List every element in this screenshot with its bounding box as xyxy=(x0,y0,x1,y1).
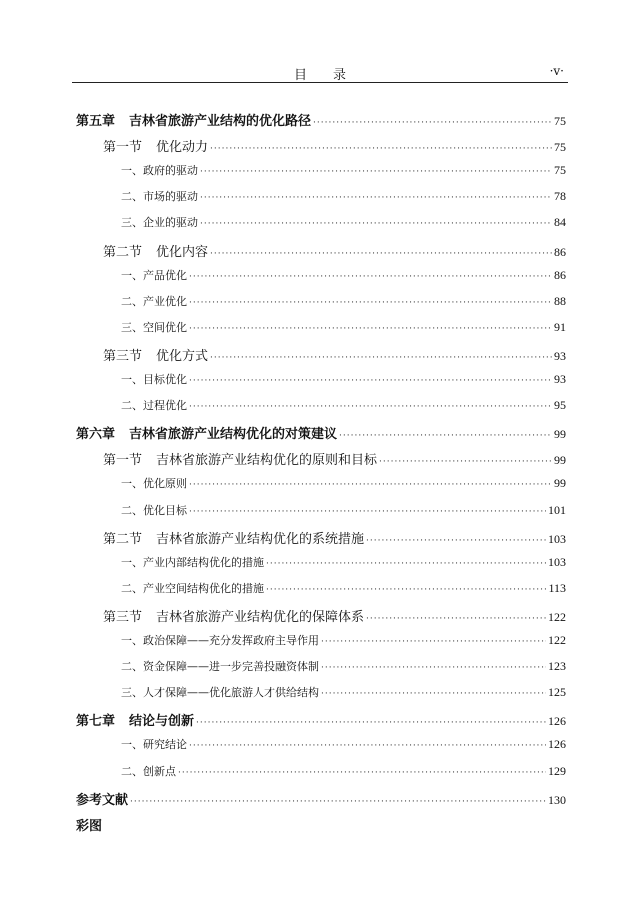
toc-leader-dots xyxy=(189,324,552,334)
toc-entry-title: 市场的驱动 xyxy=(143,190,198,203)
toc-leader-dots xyxy=(189,298,552,308)
toc-leader-dots xyxy=(210,144,552,154)
toc-entry-number: 二、 xyxy=(121,660,143,673)
toc-leader-dots xyxy=(321,663,546,673)
toc-entry-title: 产业优化 xyxy=(143,295,187,308)
toc-entry-page: 99 xyxy=(554,453,566,467)
toc-entry xyxy=(103,528,566,548)
toc-entry-number: 二、 xyxy=(121,765,143,778)
toc-entry-title: 彩图 xyxy=(76,819,103,834)
toc-entry-title: 优化动力 xyxy=(156,140,209,155)
toc-entry xyxy=(121,371,566,391)
toc-entry-number: 三、 xyxy=(121,686,143,699)
toc-entry-number: 第三节 xyxy=(103,610,143,625)
toc-entry-number: 第六章 xyxy=(76,427,116,442)
toc-entry xyxy=(76,423,566,443)
toc-leader-dots xyxy=(321,637,546,647)
toc-entry-page: 126 xyxy=(548,714,566,728)
toc-leader-dots xyxy=(178,768,546,778)
toc-entry xyxy=(121,658,566,678)
toc-leader-dots xyxy=(189,402,552,412)
toc-entry-page: 75 xyxy=(554,163,566,177)
toc-entry-number: 第二节 xyxy=(103,532,143,547)
toc-entry-number: 第七章 xyxy=(76,714,116,729)
toc-entry xyxy=(121,214,566,234)
toc-entry-title: 政治保障——充分发挥政府主导作用 xyxy=(143,634,319,647)
toc-entry-title: 优化原则 xyxy=(143,477,187,490)
toc-leader-dots xyxy=(189,480,552,490)
toc-entry-number: 二、 xyxy=(121,190,143,203)
toc-entry-title: 创新点 xyxy=(143,765,176,778)
toc-entry-title: 企业的驱动 xyxy=(143,216,198,229)
toc-entry-page: 99 xyxy=(554,427,566,441)
toc-entry-title: 吉林省旅游产业结构优化的对策建议 xyxy=(129,427,338,442)
toc-entry-page: 126 xyxy=(548,737,566,751)
toc-entry-number: 一、 xyxy=(121,634,143,647)
toc-entry-page: 101 xyxy=(548,503,566,517)
toc-leader-dots xyxy=(266,559,546,569)
toc-entry-number: 第一节 xyxy=(103,140,143,155)
toc-entry-number: 第三节 xyxy=(103,349,143,364)
toc-entry-page: 103 xyxy=(548,532,566,546)
toc-entry-page: 84 xyxy=(554,215,566,229)
toc-entry-title: 优化方式 xyxy=(156,349,209,364)
toc-entry xyxy=(76,815,566,835)
toc-entry xyxy=(76,110,566,130)
toc-entry-page: 93 xyxy=(554,372,566,386)
toc-entry xyxy=(121,475,566,495)
toc-entry xyxy=(103,241,566,261)
toc-leader-dots xyxy=(189,376,552,386)
toc-entry-page: 103 xyxy=(548,555,566,569)
toc-entry xyxy=(121,632,566,652)
toc-entry xyxy=(121,502,566,522)
toc-leader-dots xyxy=(266,585,546,595)
toc-entry xyxy=(121,162,566,182)
toc-leader-dots xyxy=(189,507,546,517)
toc-entry xyxy=(121,188,566,208)
toc-entry xyxy=(121,580,566,600)
toc-entry xyxy=(103,449,566,469)
toc-entry-page: 86 xyxy=(554,268,566,282)
toc-entry xyxy=(121,319,566,339)
toc-entry-title: 吉林省旅游产业结构的优化路径 xyxy=(129,114,312,129)
toc-entry-title: 吉林省旅游产业结构优化的保障体系 xyxy=(156,610,365,625)
toc-entry-page: 78 xyxy=(554,189,566,203)
toc-entry-page: 129 xyxy=(548,764,566,778)
toc-entry-title: 人才保障——优化旅游人才供给结构 xyxy=(143,686,319,699)
toc-entry xyxy=(103,136,566,156)
toc-entry-title: 过程优化 xyxy=(143,399,187,412)
toc-entry-number: 一、 xyxy=(121,477,143,490)
toc-leader-dots xyxy=(200,167,552,177)
toc-entry-title: 产业空间结构优化的措施 xyxy=(143,582,264,595)
toc-leader-dots xyxy=(210,249,552,259)
toc-entry xyxy=(103,606,566,626)
toc-entry-page: 130 xyxy=(548,793,566,807)
toc-leader-dots xyxy=(339,431,552,441)
header-page-number: ·v· xyxy=(549,64,564,78)
toc-entry-number: 一、 xyxy=(121,556,143,569)
toc-entry-page: 75 xyxy=(554,140,566,154)
toc-entry xyxy=(121,293,566,313)
toc-entry-page: 113 xyxy=(548,581,566,595)
toc-entry xyxy=(121,763,566,783)
toc-entry-page: 122 xyxy=(548,610,566,624)
toc-entry-title: 研究结论 xyxy=(143,738,187,751)
toc-entry-title: 产品优化 xyxy=(143,269,187,282)
toc-entry xyxy=(121,684,566,704)
toc-entry-page: 99 xyxy=(554,476,566,490)
toc-entry xyxy=(76,789,566,809)
toc-entry-number: 一、 xyxy=(121,738,143,751)
toc-leader-dots xyxy=(210,353,552,363)
toc-leader-dots xyxy=(366,614,546,624)
toc-leader-dots xyxy=(200,219,552,229)
toc-entry-number: 三、 xyxy=(121,321,143,334)
header-title: 目 录 xyxy=(293,68,346,83)
toc-entry xyxy=(121,397,566,417)
toc-entry-title: 优化目标 xyxy=(143,504,187,517)
toc-leader-dots xyxy=(321,689,546,699)
toc-entry-number: 一、 xyxy=(121,373,143,386)
toc-entry-number: 二、 xyxy=(121,582,143,595)
toc-entry-title: 政府的驱动 xyxy=(143,164,198,177)
toc-entry-title: 资金保障——进一步完善投融资体制 xyxy=(143,660,319,673)
toc-entry-page: 95 xyxy=(554,398,566,412)
toc-entry-page: 88 xyxy=(554,294,566,308)
toc-entry-title: 吉林省旅游产业结构优化的原则和目标 xyxy=(156,453,378,468)
toc-entry-title: 空间优化 xyxy=(143,321,187,334)
toc-leader-dots xyxy=(130,797,546,807)
toc-leader-dots xyxy=(379,457,552,467)
toc-entry xyxy=(103,345,566,365)
toc-entry-page: 86 xyxy=(554,245,566,259)
toc-leader-dots xyxy=(189,741,546,751)
toc-entry-title: 产业内部结构优化的措施 xyxy=(143,556,264,569)
toc-entry-title: 优化内容 xyxy=(156,245,209,260)
toc-entry xyxy=(121,736,566,756)
toc-entry-title: 结论与创新 xyxy=(129,714,195,729)
toc-entry-number: 一、 xyxy=(121,164,143,177)
toc-leader-dots xyxy=(366,536,546,546)
toc-entry-page: 125 xyxy=(548,685,566,699)
toc-entry-title: 目标优化 xyxy=(143,373,187,386)
toc-entry xyxy=(121,554,566,574)
page-header xyxy=(72,64,568,83)
toc-entry-page: 122 xyxy=(548,633,566,647)
toc-leader-dots xyxy=(313,118,552,128)
toc-entry-number: 三、 xyxy=(121,216,143,229)
toc-entry-title: 吉林省旅游产业结构优化的系统措施 xyxy=(156,532,365,547)
toc-entry-number: 二、 xyxy=(121,504,143,517)
toc-entry-number: 二、 xyxy=(121,295,143,308)
toc-entry-number: 第二节 xyxy=(103,245,143,260)
toc-entry-number: 一、 xyxy=(121,269,143,282)
toc-entry-number: 二、 xyxy=(121,399,143,412)
toc-entry xyxy=(76,710,566,730)
toc-leader-dots xyxy=(189,272,552,282)
toc-leader-dots xyxy=(196,718,546,728)
toc-entry-number: 第五章 xyxy=(76,114,116,129)
toc-leader-dots xyxy=(200,193,552,203)
toc-entry-number: 第一节 xyxy=(103,453,143,468)
toc-entry-page: 93 xyxy=(554,349,566,363)
toc-entry-page: 123 xyxy=(548,659,566,673)
toc-entry xyxy=(121,267,566,287)
toc-entry-title: 参考文献 xyxy=(76,793,129,808)
toc-entry-page: 91 xyxy=(554,320,566,334)
toc-entry-page: 75 xyxy=(554,114,566,128)
